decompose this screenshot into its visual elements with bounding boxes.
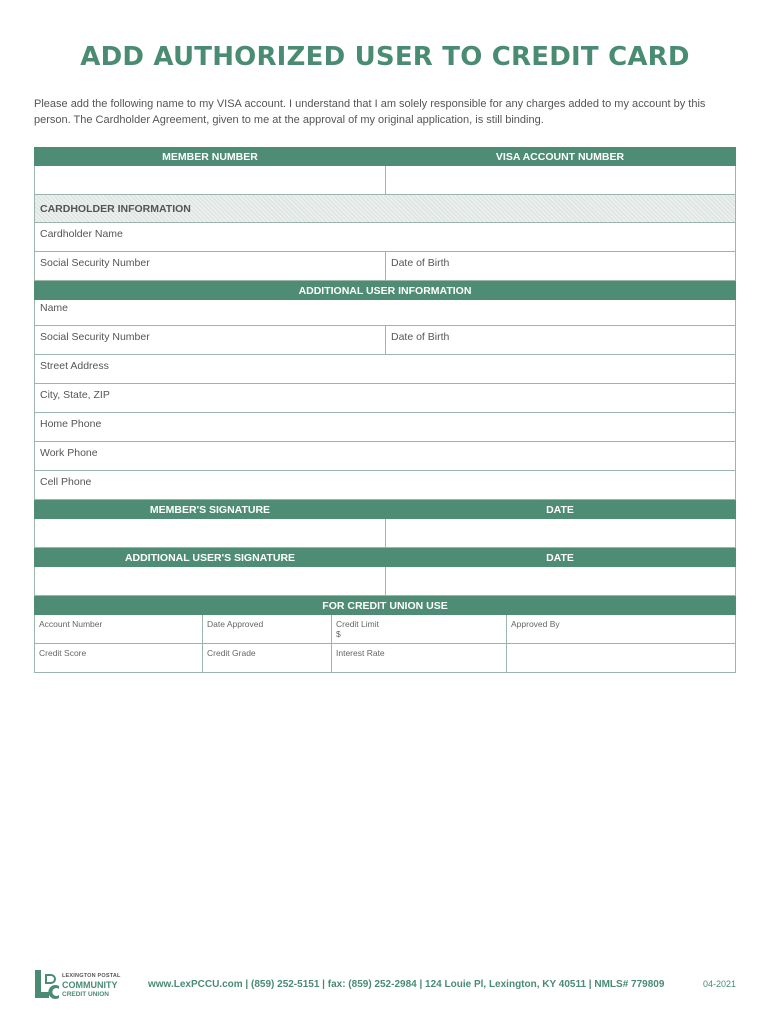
credit-grade-field[interactable]: Credit Grade bbox=[202, 644, 331, 672]
member-number-field[interactable] bbox=[35, 166, 385, 194]
street-address-field[interactable] bbox=[34, 355, 736, 384]
member-date-field[interactable] bbox=[385, 519, 735, 547]
additional-user-name-label: Name bbox=[40, 302, 69, 314]
account-input-row bbox=[34, 166, 736, 195]
cell-phone-label: Cell Phone bbox=[40, 476, 92, 488]
page-title: ADD AUTHORIZED USER TO CREDIT CARD bbox=[80, 42, 690, 72]
cardholder-section-header: CARDHOLDER INFORMATION bbox=[34, 195, 736, 223]
additional-date-header: DATE bbox=[546, 551, 574, 564]
intro-paragraph: Please add the following name to my VISA account. I understand that I am solely responsible for any charges added to my account by this person. The Cardholder Agreement, given to me at the approval of my original application, is still binding. bbox=[34, 98, 706, 126]
blank-cell[interactable] bbox=[506, 644, 735, 672]
logo-line-2: COMMUNITY bbox=[62, 980, 118, 990]
home-phone-field[interactable] bbox=[34, 413, 736, 442]
credit-limit-currency: $ bbox=[336, 629, 341, 639]
additional-user-dob-field[interactable]: Date of Birth bbox=[385, 326, 735, 354]
credit-score-field[interactable]: Credit Score bbox=[39, 648, 87, 658]
additional-signature-header-row bbox=[34, 548, 736, 567]
member-signature-field[interactable] bbox=[35, 519, 385, 547]
city-state-zip-field[interactable] bbox=[34, 384, 736, 413]
member-signature-header: MEMBER'S SIGNATURE bbox=[149, 503, 271, 516]
work-phone-label: Work Phone bbox=[40, 447, 98, 459]
credit-union-row-1 bbox=[34, 615, 736, 644]
member-number-header: MEMBER NUMBER bbox=[162, 150, 258, 163]
credit-limit-field[interactable] bbox=[331, 615, 506, 643]
member-signature-row bbox=[34, 519, 736, 548]
home-phone-label: Home Phone bbox=[40, 418, 102, 430]
cardholder-ssn-dob-row bbox=[34, 252, 736, 281]
logo-wordmark bbox=[62, 972, 121, 999]
credit-union-use-label: FOR CREDIT UNION USE bbox=[322, 599, 448, 612]
approved-by-field[interactable]: Approved By bbox=[506, 615, 735, 643]
interest-rate-field[interactable]: Interest Rate bbox=[331, 644, 506, 672]
date-approved-field[interactable]: Date Approved bbox=[202, 615, 331, 643]
account-number-field[interactable]: Account Number bbox=[39, 619, 103, 629]
lpccu-logo-icon bbox=[34, 968, 60, 1000]
logo-line-1: LEXINGTON POSTAL bbox=[62, 973, 121, 979]
additional-user-ssn-field[interactable]: Social Security Number bbox=[40, 331, 150, 343]
credit-union-logo bbox=[34, 966, 129, 1002]
additional-date-field[interactable] bbox=[385, 567, 735, 595]
city-state-zip-label: City, State, ZIP bbox=[40, 389, 110, 401]
additional-user-ssn-dob-row bbox=[34, 326, 736, 355]
street-address-label: Street Address bbox=[40, 360, 109, 372]
logo-line-3: CREDIT UNION bbox=[62, 991, 109, 998]
form-revision-code: 04-2021 bbox=[702, 979, 736, 989]
additional-signature-row bbox=[34, 567, 736, 596]
credit-limit-label: Credit Limit bbox=[336, 619, 379, 629]
account-header-row bbox=[34, 147, 736, 166]
additional-user-name-field[interactable] bbox=[34, 300, 736, 326]
additional-user-section-header bbox=[34, 281, 736, 300]
credit-union-row-2 bbox=[34, 644, 736, 673]
cardholder-name-label: Cardholder Name bbox=[40, 228, 123, 240]
member-signature-header-row bbox=[34, 500, 736, 519]
footer-contact: www.LexPCCU.com | (859) 252-5151 | fax: (859) 252-2984 | 124 Louie Pl, Lexington, KY 40511 | NMLS# 779809 bbox=[148, 979, 665, 990]
cardholder-ssn-field[interactable]: Social Security Number bbox=[40, 257, 150, 269]
cardholder-dob-field[interactable]: Date of Birth bbox=[385, 252, 735, 280]
additional-user-section-label: ADDITIONAL USER INFORMATION bbox=[298, 284, 472, 297]
work-phone-field[interactable] bbox=[34, 442, 736, 471]
cardholder-name-field[interactable] bbox=[34, 223, 736, 252]
visa-account-number-field[interactable] bbox=[385, 166, 735, 194]
cell-phone-field[interactable] bbox=[34, 471, 736, 500]
additional-signature-field[interactable] bbox=[35, 567, 385, 595]
additional-signature-header: ADDITIONAL USER'S SIGNATURE bbox=[124, 551, 296, 564]
member-date-header: DATE bbox=[546, 503, 574, 516]
credit-union-use-header bbox=[34, 596, 736, 615]
visa-account-number-header: VISA ACCOUNT NUMBER bbox=[495, 150, 625, 163]
authorized-user-form bbox=[34, 147, 736, 673]
